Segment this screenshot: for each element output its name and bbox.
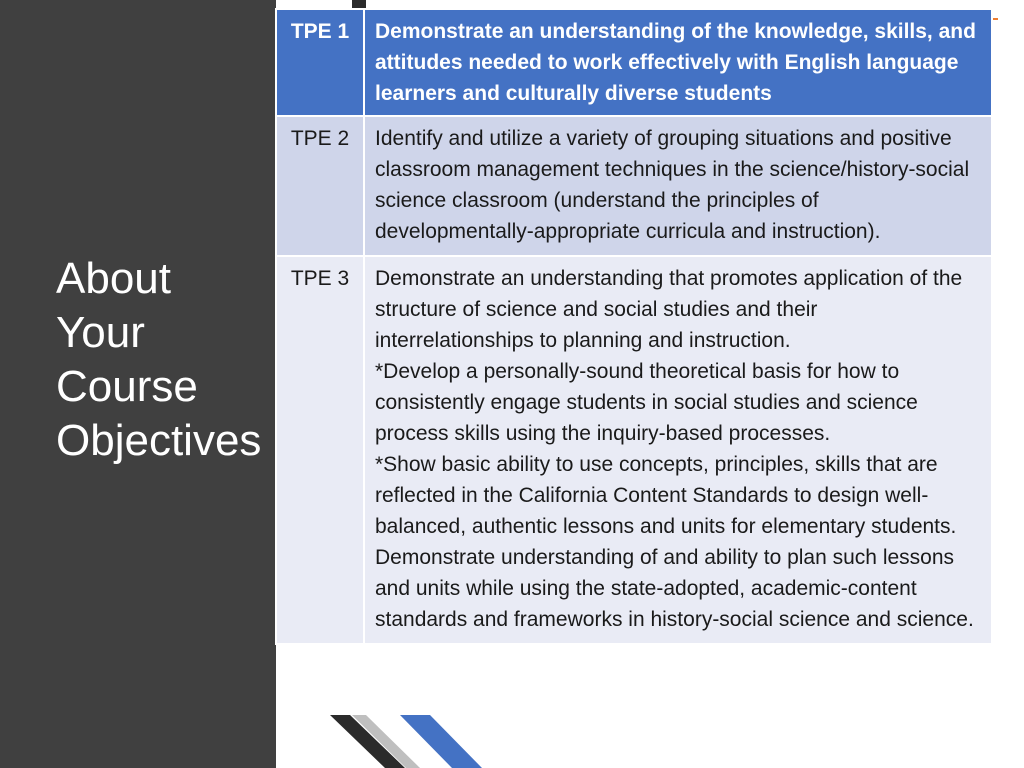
bottom-stripe-dark <box>330 715 405 768</box>
table-row <box>276 9 992 116</box>
tpe-code: TPE 2 <box>276 116 364 256</box>
table-row <box>276 256 992 644</box>
tpe-description: Identify and utilize a variety of grouping situations and positive classroom management techniques in the science/history-social science classroom (understand the principles of developmentally-appropriate curricula and instruction). <box>364 116 992 256</box>
slide-title: About Your Course Objectives <box>56 254 262 465</box>
table-row <box>276 116 992 256</box>
tpe-code: TPE 1 <box>276 9 364 116</box>
tpe-description: Demonstrate an understanding of the knowledge, skills, and attitudes needed to work effectively with English language learners and culturally diverse students <box>364 9 992 116</box>
tpe-code: TPE 3 <box>276 256 364 644</box>
tpe-table-container <box>275 8 991 645</box>
top-stripe-dark <box>352 0 366 8</box>
tpe-description: Demonstrate an understanding that promotes application of the structure of science and social studies and their interrelationships to planning and instruction. *Develop a personally-sound theoretical basis for how to consistently engage students in social studies and science process skills using the inquiry-based processes. *Show basic ability to use concepts, principles, skills that are reflected in the California Content Standards to design well-balanced, authentic lessons and units for elementary students. Demonstrate understanding of and ability to plan such lessons and units while using the state-adopted, academic-content standards and frameworks in history-social science and science. <box>364 256 992 644</box>
bottom-stripe-blue <box>400 715 482 768</box>
tpe-table <box>275 8 993 645</box>
bottom-stripe-light <box>352 715 420 768</box>
